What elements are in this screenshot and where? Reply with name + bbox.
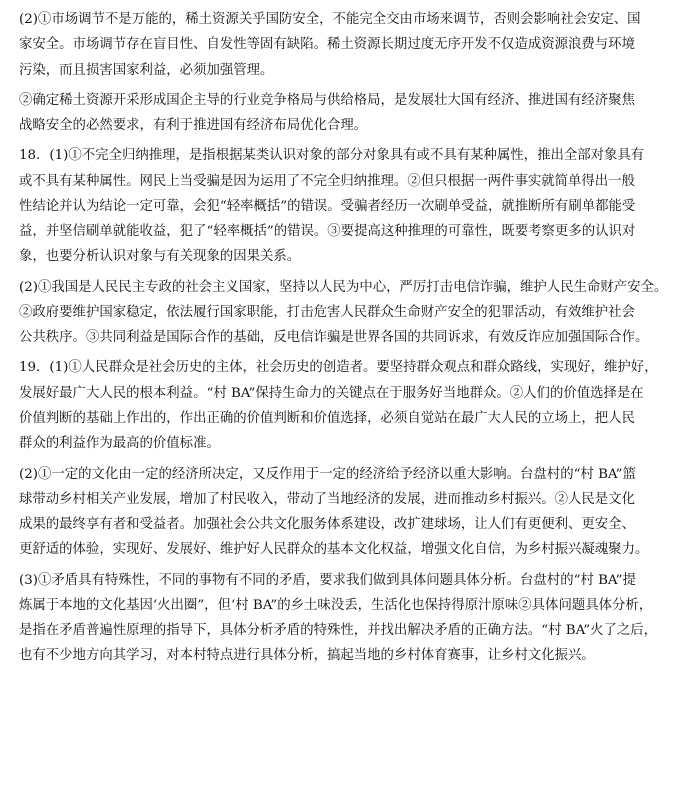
text-line: 价值判断的基础上作出的，作出正确的价值判断和价值选择，必须自觉站在最广大人民的立场上，把人民 bbox=[19, 411, 635, 427]
text-line: 污染，而且损害国家利益，必须加强管理。 bbox=[19, 62, 274, 78]
text-line: 或不具有某种属性。网民上当受骗是因为运用了不完全归纳推理。②但只根据一两件事实就简单得出一般 bbox=[19, 173, 635, 189]
text-line: 是指在矛盾普遍性原理的指导下，具体分析矛盾的特殊性，并找出解决矛盾的正确方法。“村 BA”火了之后， bbox=[19, 623, 658, 639]
answer-paragraph bbox=[19, 568, 679, 669]
text-line: 炼属于本地的文化基因‘火出圈”，但‘村 BA”的乡土味没丢，生活化也保持得原汁原味②具体问题具体分析， bbox=[19, 597, 653, 613]
text-line: 公共秩序。③共同利益是国际合作的基础，反电信诈骗是世界各国的共同诉求，有效反诈应加强国际合作。 bbox=[19, 330, 649, 346]
answer-paragraph bbox=[19, 143, 679, 269]
text-line: 群众的利益作为最高的价值标准。 bbox=[19, 436, 220, 452]
text-line: 19．(1)①人民群众是社会历史的主体，社会历史的创造者。要坚持群众观点和群众路线，实现好，维护好， bbox=[19, 360, 658, 376]
text-line: 也有不少地方向其学习，对本村特点进行具体分析，搞起当地的乡村体育赛事，让乡村文化振兴。 bbox=[19, 648, 595, 664]
text-line: 更舒适的体验，实现好、发展好、维护好人民群众的基本文化权益，增强文化自信，为乡村振兴凝魂聚力。 bbox=[19, 542, 649, 558]
text-line: 18．(1)①不完全归纳推理，是指根据某类认识对象的部分对象具有或不具有某种属性，推出全部对象具有 bbox=[19, 148, 645, 164]
text-line: (2)①市场调节不是万能的，稀土资源关乎国防安全，不能完全交由市场来调节，否则会影响社会安定、国 bbox=[19, 12, 641, 27]
text-line: 性结论并认为结论一定可靠，会犯“轻率概括”的错误。受骗者经历一次刷单受益，就推断所有刷单都能受 bbox=[19, 198, 636, 214]
answer-document bbox=[19, 7, 679, 669]
text-line: (2)①一定的文化由一定的经济所决定，又反作用于一定的经济给予经济以重大影响。台盘村的“村 BA”篮 bbox=[19, 466, 636, 482]
text-line: 家安全。市场调节存在盲目性、自发性等固有缺陷。稀土资源长期过度无序开发不仅造成资源浪费与环境 bbox=[19, 37, 635, 53]
answer-paragraph bbox=[19, 275, 679, 351]
text-line: 成果的最终享有者和受益者。加强社会公共文化服务体系建设，改扩建球场，让人们有更便利、更安全、 bbox=[19, 517, 635, 533]
text-line: (2)①我国是人民民主专政的社会主义国家，坚持以人民为中心，严厉打击电信诈骗，维护人民生命财产安全。 bbox=[19, 279, 668, 295]
answer-paragraph bbox=[19, 355, 679, 456]
text-line: 球带动乡村相关产业发展，增加了村民收入，带动了当地经济的发展，进而推动乡村振兴。②人民是文化 bbox=[19, 491, 635, 507]
text-line: 象，也要分析认识对象与有关现象的因果关系。 bbox=[19, 249, 301, 265]
text-line: 益，并坚信刷单就能收益，犯了“轻率概括”的错误。③要提高这种推理的可靠性，既要考察更多的认识对 bbox=[19, 224, 636, 240]
answer-paragraph bbox=[19, 462, 679, 563]
answer-paragraph bbox=[19, 7, 679, 83]
text-line: 战略安全的必然要求，有利于推进国有经济布局优化合理。 bbox=[19, 118, 368, 134]
text-line: 发展好最广大人民的根本利益。“村 BA”保持生命力的关键点在于服务好当地群众。②人们的价值选择是在 bbox=[19, 385, 644, 401]
text-line: ②政府要维护国家稳定，依法履行国家职能，打击危害人民群众生命财产安全的犯罪活动，有效维护社会 bbox=[19, 304, 635, 320]
text-line: (3)①矛盾具有特殊性，不同的事物有不同的矛盾，要求我们做到具体问题具体分析。台盘村的“村 BA”提 bbox=[19, 572, 636, 588]
answer-paragraph bbox=[19, 88, 679, 139]
text-line: ②确定稀土资源开采形成国企主导的行业竞争格局与供给格局，是发展壮大国有经济、推进国有经济聚焦 bbox=[19, 92, 635, 108]
